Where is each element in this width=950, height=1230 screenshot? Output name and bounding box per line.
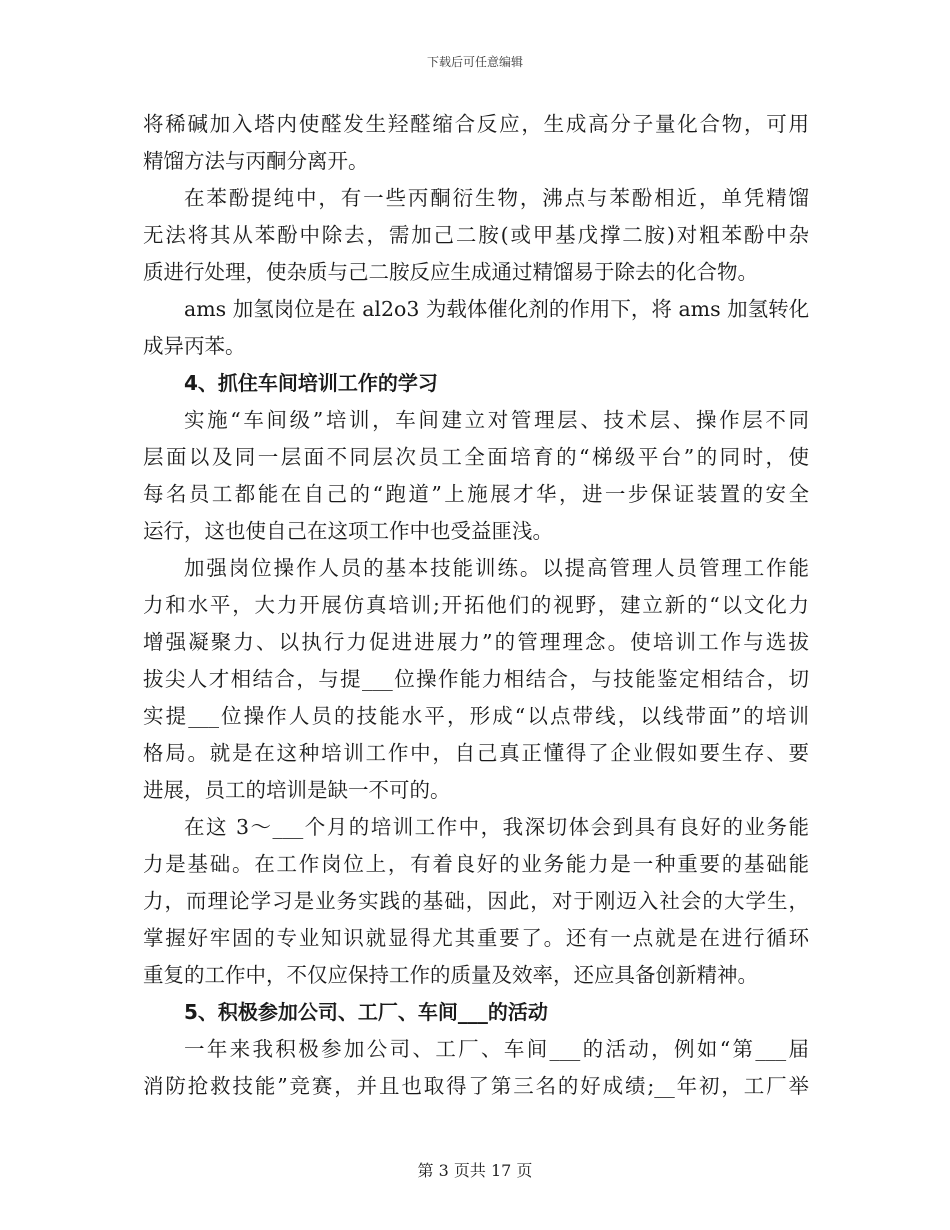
text-line: 质进行处理，使杂质与己二胺反应生成通过精馏易于除去的化合物。 xyxy=(143,260,758,284)
text-line: 消防抢救技能”竞赛，并且也取得了第三名的好成绩;__年初，工厂举 xyxy=(143,1074,809,1098)
section-heading: 5、积极参加公司、工厂、车间___的活动 xyxy=(184,1000,548,1024)
text-line: 成异丙苯。 xyxy=(143,334,246,358)
text-line: 精馏方法与丙酮分离开。 xyxy=(143,149,369,173)
text-line: ams 加氢岗位是在 al2o3 为载体催化剂的作用下，将 ams 加氢转化 xyxy=(184,297,810,321)
text-line: 格局。就是在这种培训工作中，自己真正懂得了企业假如要生存、要 xyxy=(143,741,809,765)
text-line: 将稀碱加入塔内使醛发生羟醛缩合反应，生成高分子量化合物，可用 xyxy=(143,112,809,136)
text-line: 掌握好牢固的专业知识就显得尤其重要了。还有一点就是在进行循环 xyxy=(143,926,809,950)
text-line: 力，而理论学习是业务实践的基础，因此，对于刚迈入社会的大学生， xyxy=(143,889,809,913)
text-line: 实提___位操作人员的技能水平，形成“以点带线，以线带面”的培训 xyxy=(143,704,809,728)
text-line: 实施“车间级”培训，车间建立对管理层、技术层、操作层不同 xyxy=(184,408,809,432)
text-line: 拔尖人才相结合，与提___位操作能力相结合，与技能鉴定相结合，切 xyxy=(143,667,809,691)
document-body xyxy=(143,106,809,1105)
text-line: 加强岗位操作人员的基本技能训练。以提高管理人员管理工作能 xyxy=(184,556,809,580)
text-line: 在苯酚提纯中，有一些丙酮衍生物，沸点与苯酚相近，单凭精馏 xyxy=(184,186,809,210)
text-line: 每名员工都能在自己的“跑道”上施展才华，进一步保证装置的安全 xyxy=(143,482,809,506)
text-line: 层面以及同一层面不同层次员工全面培育的“梯级平台”的同时，使 xyxy=(143,445,809,469)
text-line: 增强凝聚力、以执行力促进进展力”的管理理念。使培训工作与选拔 xyxy=(143,630,809,654)
section-heading: 4、抓住车间培训工作的学习 xyxy=(184,371,438,395)
text-line: 一年来我积极参加公司、工厂、车间___的活动，例如“第___届 xyxy=(184,1037,809,1061)
text-line: 力是基础。在工作岗位上，有着良好的业务能力是一种重要的基础能 xyxy=(143,852,809,876)
page-header-note: 下载后可任意编辑 xyxy=(426,55,523,69)
text-line: 进展，员工的培训是缺一不可的。 xyxy=(143,778,451,802)
page-number: 第 3 页共 17 页 xyxy=(417,1161,533,1180)
text-line: 运行，这也使自己在这项工作中也受益匪浅。 xyxy=(143,519,553,543)
text-line: 力和水平，大力开展仿真培训;开拓他们的视野，建立新的“以文化力 xyxy=(143,593,809,617)
text-line: 无法将其从苯酚中除去，需加己二胺(或甲基戊撑二胺)对粗苯酚中杂 xyxy=(143,223,809,247)
text-line: 在这 3～___个月的培训工作中，我深切体会到具有良好的业务能 xyxy=(184,815,809,839)
text-line: 重复的工作中，不仅应保持工作的质量及效率，还应具备创新精神。 xyxy=(143,963,758,987)
